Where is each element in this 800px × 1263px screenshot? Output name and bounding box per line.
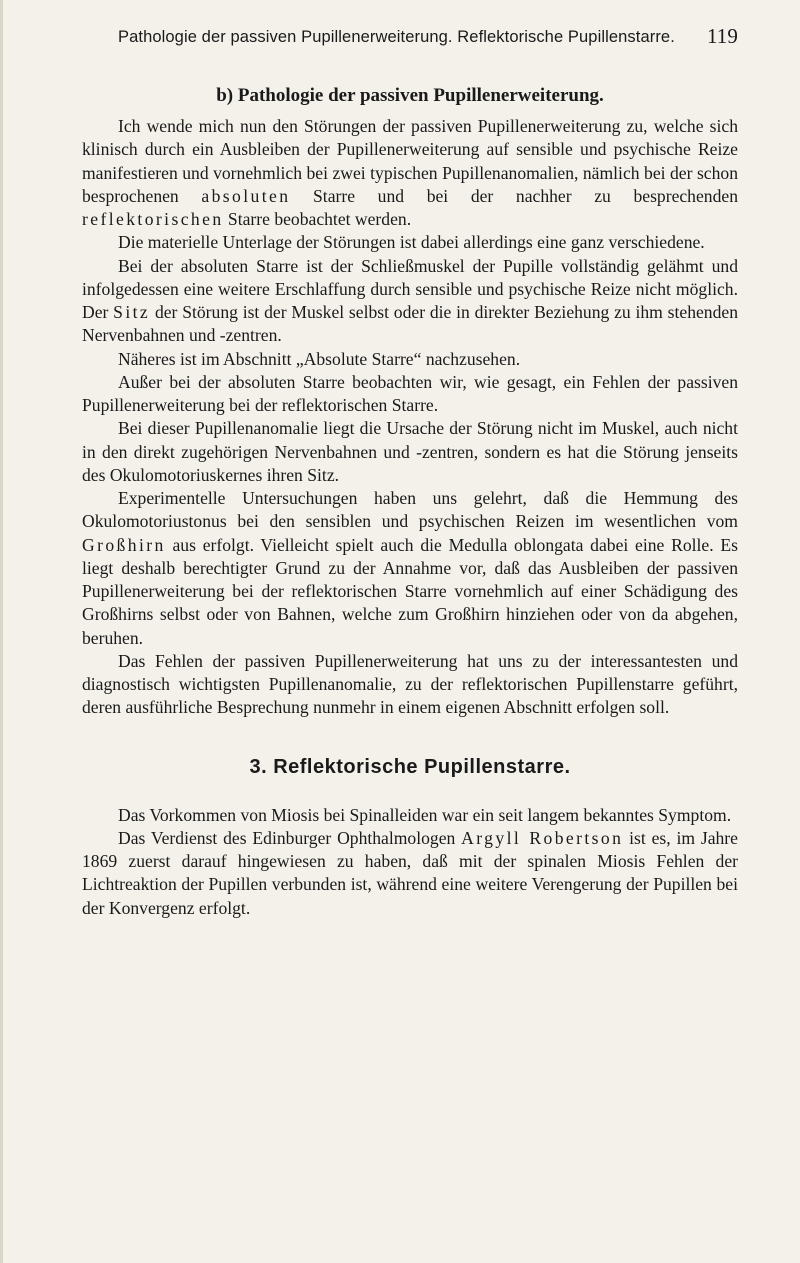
emphasis: absoluten: [201, 185, 291, 206]
emphasis: reflektorischen: [82, 209, 224, 229]
running-head-title: Pathologie der passiven Pupillenerweiterung. Reflektorische Pupillenstarre.: [118, 28, 675, 46]
paragraph: Die materielle Unterlage der Störungen ist dabei allerdings eine ganz verschiedene.: [118, 232, 705, 253]
paragraph: Das Fehlen der passiven Pupillenerweiterung hat uns zu der interessantesten und diagnostisch wichtigsten Pupillenanomalie, zu der reflektorischen Pupillenstarre geführt, deren ausführliche Besprechung nunmehr in einem eigenen Abschnitt erfolgen soll.: [82, 650, 738, 718]
page-body: [82, 84, 738, 920]
page-number: 119: [706, 24, 738, 48]
paragraph: Bei der absoluten Starre ist der Schließmuskel der Pupille vollständig gelähmt und infolgedessen eine weitere Erschlaffung durch sensible und psychische Reize nicht möglich. Der Sitz der Störung ist der Muskel selbst oder die in direkter Beziehung zu ihm stehenden Nervenbahnen und -zentren.: [82, 255, 738, 346]
paragraph: Näheres ist im Abschnitt „Absolute Starre“ nachzusehen.: [118, 348, 521, 369]
page-edge: [0, 0, 3, 1263]
paragraph: Ich wende mich nun den Störungen der passiven Pupillenerweiterung zu, welche sich klinisch durch ein Ausbleiben der Pupillenerweiterung auf sensible und psychische Reize manifestieren und vornehmlich bei zwei typischen Pupillenanomalien, nämlich bei der schon besprochenen absoluten Starre und bei der nachher zu besprechenden reflektorischen Starre beobachtet werden.: [82, 116, 738, 229]
subsection-heading: b) Pathologie der passiven Pupillenerweiterung.: [216, 85, 604, 106]
paragraph: Bei dieser Pupillenanomalie liegt die Ursache der Störung nicht im Muskel, auch nicht in den direkt zugehörigen Nervenbahnen und -zentren, sondern es hat die Störung jenseits des Okulomotoriuskernes ihren Sitz.: [82, 418, 738, 485]
paragraph: Das Verdienst des Edinburger Ophthalmologen Argyll Robertson ist es, im Jahre 1869 zuerst darauf hingewiesen zu haben, daß mit der spinalen Miosis Fehlen der Lichtreaktion der Pupillen verbunden ist, während eine weitere Verengerung der Pupillen bei der Konvergenz erfolgt.: [82, 827, 738, 918]
section-heading: 3. Reflektorische Pupillenstarre.: [249, 755, 571, 778]
paragraph: Experimentelle Untersuchungen haben uns gelehrt, daß die Hemmung des Okulomotoriustonus bei den sensiblen und psychischen Reizen im wesentlichen vom Großhirn aus erfolgt. Vielleicht spielt auch die Medulla oblongata dabei eine Rolle. Es liegt deshalb berechtigter Grund zu der Annahme vor, daß das Ausbleiben der passiven Pupillenerweiterung bei der reflektorischen Starre vornehmlich auf einer Schädigung des Großhirns selbst oder von Bahnen, welche zum Großhirn hinziehen oder von da abgehen, beruhen.: [82, 488, 738, 648]
running-head: [118, 24, 738, 48]
emphasis: Großhirn: [82, 534, 166, 555]
emphasis: Argyll Robertson: [461, 827, 624, 848]
paragraph: Außer bei der absoluten Starre beobachten wir, wie gesagt, ein Fehlen der passiven Pupillenerweiterung bei der reflektorischen Starre.: [82, 371, 738, 415]
emphasis: Sitz: [113, 302, 151, 322]
paragraph: Das Vorkommen von Miosis bei Spinalleiden war ein seit langem bekanntes Symptom.: [118, 804, 732, 825]
